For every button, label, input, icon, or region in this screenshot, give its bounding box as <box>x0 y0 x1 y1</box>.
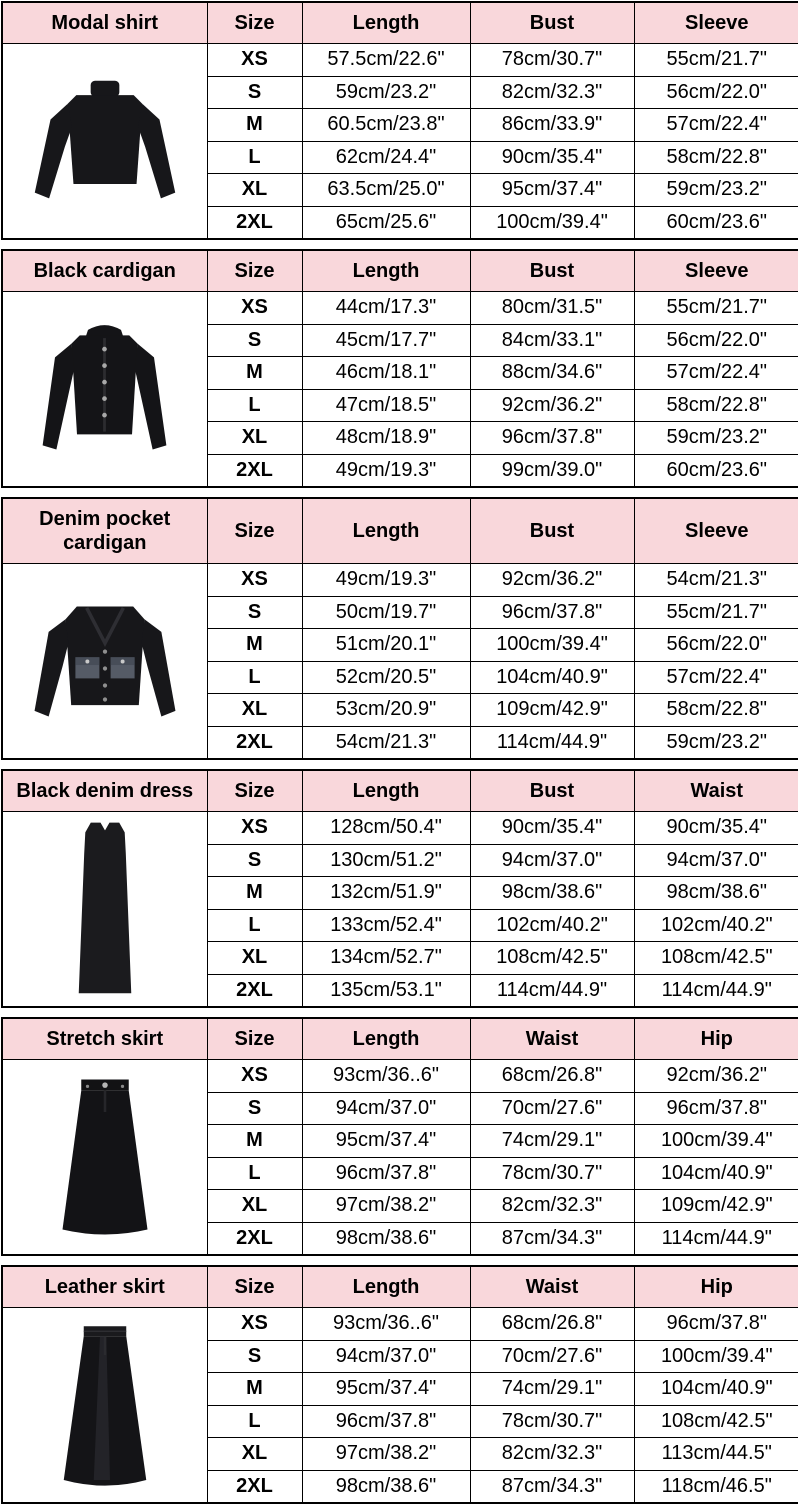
size-label: 2XL <box>207 1222 302 1255</box>
size-label: XL <box>207 1190 302 1223</box>
measurement-value: 118cm/46.5" <box>634 1470 798 1503</box>
measurement-value: 74cm/29.1" <box>470 1125 634 1158</box>
measurement-value: 87cm/34.3" <box>470 1470 634 1503</box>
measurement-value: 49cm/19.3" <box>302 564 470 597</box>
column-header-size: Size <box>207 250 302 292</box>
measurement-value: 60.5cm/23.8" <box>302 109 470 142</box>
product-title-leather-skirt: Leather skirt <box>2 1266 207 1308</box>
size-label: XS <box>207 1060 302 1093</box>
column-header-bust: Bust <box>470 2 634 44</box>
measurement-value: 114cm/44.9" <box>470 974 634 1007</box>
measurement-value: 95cm/37.4" <box>470 174 634 207</box>
size-label: L <box>207 1405 302 1438</box>
measurement-value: 53cm/20.9" <box>302 694 470 727</box>
measurement-value: 102cm/40.2" <box>634 909 798 942</box>
measurement-value: 65cm/25.6" <box>302 206 470 239</box>
column-header-size: Size <box>207 1266 302 1308</box>
measurement-value: 57.5cm/22.6" <box>302 44 470 77</box>
measurement-value: 57cm/22.4" <box>634 357 798 390</box>
table-row <box>2 1060 798 1093</box>
product-image-cell-modal-shirt <box>2 44 207 240</box>
product-image-cell-denim-pocket-cardigan <box>2 564 207 760</box>
measurement-value: 78cm/30.7" <box>470 44 634 77</box>
column-header-waist: Waist <box>470 1266 634 1308</box>
measurement-value: 98cm/38.6" <box>634 877 798 910</box>
measurement-value: 92cm/36.2" <box>634 1060 798 1093</box>
size-label: L <box>207 389 302 422</box>
measurement-value: 97cm/38.2" <box>302 1438 470 1471</box>
column-header-length: Length <box>302 1266 470 1308</box>
measurement-value: 55cm/21.7" <box>634 292 798 325</box>
table-row <box>2 1308 798 1341</box>
column-header-size: Size <box>207 770 302 812</box>
size-label: L <box>207 1157 302 1190</box>
stretch-skirt-image <box>30 1068 180 1246</box>
size-table-denim-pocket-cardigan <box>1 497 798 760</box>
header-row <box>2 770 798 812</box>
column-header-sleeve: Sleeve <box>634 250 798 292</box>
measurement-value: 80cm/31.5" <box>470 292 634 325</box>
measurement-value: 96cm/37.8" <box>302 1405 470 1438</box>
measurement-value: 56cm/22.0" <box>634 629 798 662</box>
measurement-value: 49cm/19.3" <box>302 454 470 487</box>
measurement-value: 98cm/38.6" <box>302 1470 470 1503</box>
size-label: XS <box>207 44 302 77</box>
column-header-size: Size <box>207 1018 302 1060</box>
column-header-hip: Hip <box>634 1266 798 1308</box>
size-table-modal-shirt <box>1 1 798 240</box>
measurement-value: 57cm/22.4" <box>634 661 798 694</box>
measurement-value: 96cm/37.8" <box>634 1308 798 1341</box>
measurement-value: 51cm/20.1" <box>302 629 470 662</box>
measurement-value: 60cm/23.6" <box>634 454 798 487</box>
size-label: S <box>207 844 302 877</box>
size-label: M <box>207 1373 302 1406</box>
measurement-value: 135cm/53.1" <box>302 974 470 1007</box>
measurement-value: 59cm/23.2" <box>634 422 798 455</box>
measurement-value: 128cm/50.4" <box>302 812 470 845</box>
measurement-value: 104cm/40.9" <box>470 661 634 694</box>
size-label: L <box>207 141 302 174</box>
measurement-value: 57cm/22.4" <box>634 109 798 142</box>
measurement-value: 68cm/26.8" <box>470 1060 634 1093</box>
size-label: S <box>207 596 302 629</box>
measurement-value: 54cm/21.3" <box>302 726 470 759</box>
measurement-value: 130cm/51.2" <box>302 844 470 877</box>
measurement-value: 93cm/36..6" <box>302 1308 470 1341</box>
measurement-value: 96cm/37.8" <box>302 1157 470 1190</box>
size-label: XL <box>207 1438 302 1471</box>
size-label: XL <box>207 942 302 975</box>
column-header-waist: Waist <box>470 1018 634 1060</box>
measurement-value: 94cm/37.0" <box>302 1340 470 1373</box>
size-label: M <box>207 877 302 910</box>
size-label: XL <box>207 422 302 455</box>
measurement-value: 48cm/18.9" <box>302 422 470 455</box>
measurement-value: 94cm/37.0" <box>634 844 798 877</box>
black-cardigan-image <box>22 313 187 465</box>
measurement-value: 59cm/23.2" <box>634 726 798 759</box>
size-label: XS <box>207 812 302 845</box>
measurement-value: 94cm/37.0" <box>470 844 634 877</box>
measurement-value: 56cm/22.0" <box>634 76 798 109</box>
size-table-black-denim-dress <box>1 769 798 1008</box>
measurement-value: 52cm/20.5" <box>302 661 470 694</box>
table-row <box>2 812 798 845</box>
measurement-value: 84cm/33.1" <box>470 324 634 357</box>
measurement-value: 114cm/44.9" <box>634 974 798 1007</box>
size-label: XL <box>207 694 302 727</box>
size-table-black-cardigan <box>1 249 798 488</box>
measurement-value: 96cm/37.8" <box>470 422 634 455</box>
column-header-length: Length <box>302 498 470 564</box>
size-label: 2XL <box>207 1470 302 1503</box>
table-row <box>2 564 798 597</box>
measurement-value: 99cm/39.0" <box>470 454 634 487</box>
column-header-length: Length <box>302 2 470 44</box>
measurement-value: 55cm/21.7" <box>634 44 798 77</box>
measurement-value: 109cm/42.9" <box>634 1190 798 1223</box>
product-image-cell-leather-skirt <box>2 1308 207 1504</box>
measurement-value: 82cm/32.3" <box>470 1190 634 1223</box>
column-header-waist: Waist <box>634 770 798 812</box>
measurement-value: 109cm/42.9" <box>470 694 634 727</box>
size-label: S <box>207 1092 302 1125</box>
column-header-sleeve: Sleeve <box>634 498 798 564</box>
measurement-value: 45cm/17.7" <box>302 324 470 357</box>
measurement-value: 56cm/22.0" <box>634 324 798 357</box>
measurement-value: 108cm/42.5" <box>470 942 634 975</box>
measurement-value: 58cm/22.8" <box>634 694 798 727</box>
measurement-value: 100cm/39.4" <box>634 1340 798 1373</box>
column-header-hip: Hip <box>634 1018 798 1060</box>
product-title-black-denim-dress: Black denim dress <box>2 770 207 812</box>
measurement-value: 95cm/37.4" <box>302 1125 470 1158</box>
size-label: M <box>207 629 302 662</box>
size-label: M <box>207 1125 302 1158</box>
product-image-cell-stretch-skirt <box>2 1060 207 1256</box>
measurement-value: 59cm/23.2" <box>634 174 798 207</box>
measurement-value: 74cm/29.1" <box>470 1373 634 1406</box>
measurement-value: 70cm/27.6" <box>470 1092 634 1125</box>
size-label: M <box>207 357 302 390</box>
measurement-value: 59cm/23.2" <box>302 76 470 109</box>
measurement-value: 87cm/34.3" <box>470 1222 634 1255</box>
measurement-value: 114cm/44.9" <box>470 726 634 759</box>
product-image-cell-black-denim-dress <box>2 812 207 1008</box>
measurement-value: 96cm/37.8" <box>634 1092 798 1125</box>
measurement-value: 62cm/24.4" <box>302 141 470 174</box>
header-row <box>2 250 798 292</box>
size-label: L <box>207 909 302 942</box>
measurement-value: 68cm/26.8" <box>470 1308 634 1341</box>
column-header-length: Length <box>302 250 470 292</box>
measurement-value: 60cm/23.6" <box>634 206 798 239</box>
size-label: 2XL <box>207 726 302 759</box>
measurement-value: 47cm/18.5" <box>302 389 470 422</box>
measurement-value: 54cm/21.3" <box>634 564 798 597</box>
measurement-value: 98cm/38.6" <box>470 877 634 910</box>
measurement-value: 96cm/37.8" <box>470 596 634 629</box>
column-header-bust: Bust <box>470 770 634 812</box>
measurement-value: 44cm/17.3" <box>302 292 470 325</box>
measurement-value: 133cm/52.4" <box>302 909 470 942</box>
size-label: XS <box>207 564 302 597</box>
measurement-value: 92cm/36.2" <box>470 564 634 597</box>
measurement-value: 100cm/39.4" <box>470 206 634 239</box>
measurement-value: 90cm/35.4" <box>470 812 634 845</box>
column-header-size: Size <box>207 498 302 564</box>
header-row <box>2 2 798 44</box>
size-label: L <box>207 661 302 694</box>
header-row <box>2 498 798 564</box>
leather-skirt-image <box>30 1315 180 1495</box>
column-header-length: Length <box>302 1018 470 1060</box>
measurement-value: 113cm/44.5" <box>634 1438 798 1471</box>
size-label: XS <box>207 1308 302 1341</box>
measurement-value: 90cm/35.4" <box>470 141 634 174</box>
measurement-value: 86cm/33.9" <box>470 109 634 142</box>
size-table-leather-skirt <box>1 1265 798 1504</box>
measurement-value: 104cm/40.9" <box>634 1373 798 1406</box>
product-title-denim-pocket-cardigan: Denim pocket cardigan <box>2 498 207 564</box>
measurement-value: 104cm/40.9" <box>634 1157 798 1190</box>
product-title-stretch-skirt: Stretch skirt <box>2 1018 207 1060</box>
measurement-value: 88cm/34.6" <box>470 357 634 390</box>
size-label: XL <box>207 174 302 207</box>
measurement-value: 134cm/52.7" <box>302 942 470 975</box>
measurement-value: 50cm/19.7" <box>302 596 470 629</box>
column-header-length: Length <box>302 770 470 812</box>
header-row <box>2 1266 798 1308</box>
measurement-value: 55cm/21.7" <box>634 596 798 629</box>
measurement-value: 94cm/37.0" <box>302 1092 470 1125</box>
black-denim-dress-image <box>55 816 155 1002</box>
measurement-value: 108cm/42.5" <box>634 1405 798 1438</box>
measurement-value: 108cm/42.5" <box>634 942 798 975</box>
column-header-bust: Bust <box>470 498 634 564</box>
measurement-value: 78cm/30.7" <box>470 1157 634 1190</box>
size-table-stretch-skirt <box>1 1017 798 1256</box>
measurement-value: 93cm/36..6" <box>302 1060 470 1093</box>
measurement-value: 82cm/32.3" <box>470 1438 634 1471</box>
measurement-value: 97cm/38.2" <box>302 1190 470 1223</box>
measurement-value: 90cm/35.4" <box>634 812 798 845</box>
header-row <box>2 1018 798 1060</box>
size-label: 2XL <box>207 974 302 1007</box>
denim-pocket-cardigan-image <box>19 584 191 739</box>
measurement-value: 95cm/37.4" <box>302 1373 470 1406</box>
size-label: S <box>207 76 302 109</box>
product-image-cell-black-cardigan <box>2 292 207 488</box>
size-label: M <box>207 109 302 142</box>
measurement-value: 70cm/27.6" <box>470 1340 634 1373</box>
table-row <box>2 292 798 325</box>
table-row <box>2 44 798 77</box>
measurement-value: 46cm/18.1" <box>302 357 470 390</box>
measurement-value: 114cm/44.9" <box>634 1222 798 1255</box>
measurement-value: 82cm/32.3" <box>470 76 634 109</box>
measurement-value: 100cm/39.4" <box>634 1125 798 1158</box>
modal-shirt-image <box>19 66 191 216</box>
measurement-value: 100cm/39.4" <box>470 629 634 662</box>
size-label: S <box>207 1340 302 1373</box>
column-header-sleeve: Sleeve <box>634 2 798 44</box>
measurement-value: 132cm/51.9" <box>302 877 470 910</box>
measurement-value: 98cm/38.6" <box>302 1222 470 1255</box>
size-label: XS <box>207 292 302 325</box>
size-label: S <box>207 324 302 357</box>
product-title-modal-shirt: Modal shirt <box>2 2 207 44</box>
size-label: 2XL <box>207 454 302 487</box>
column-header-bust: Bust <box>470 250 634 292</box>
size-label: 2XL <box>207 206 302 239</box>
measurement-value: 58cm/22.8" <box>634 389 798 422</box>
product-title-black-cardigan: Black cardigan <box>2 250 207 292</box>
measurement-value: 78cm/30.7" <box>470 1405 634 1438</box>
measurement-value: 63.5cm/25.0" <box>302 174 470 207</box>
measurement-value: 92cm/36.2" <box>470 389 634 422</box>
measurement-value: 102cm/40.2" <box>470 909 634 942</box>
measurement-value: 58cm/22.8" <box>634 141 798 174</box>
column-header-size: Size <box>207 2 302 44</box>
